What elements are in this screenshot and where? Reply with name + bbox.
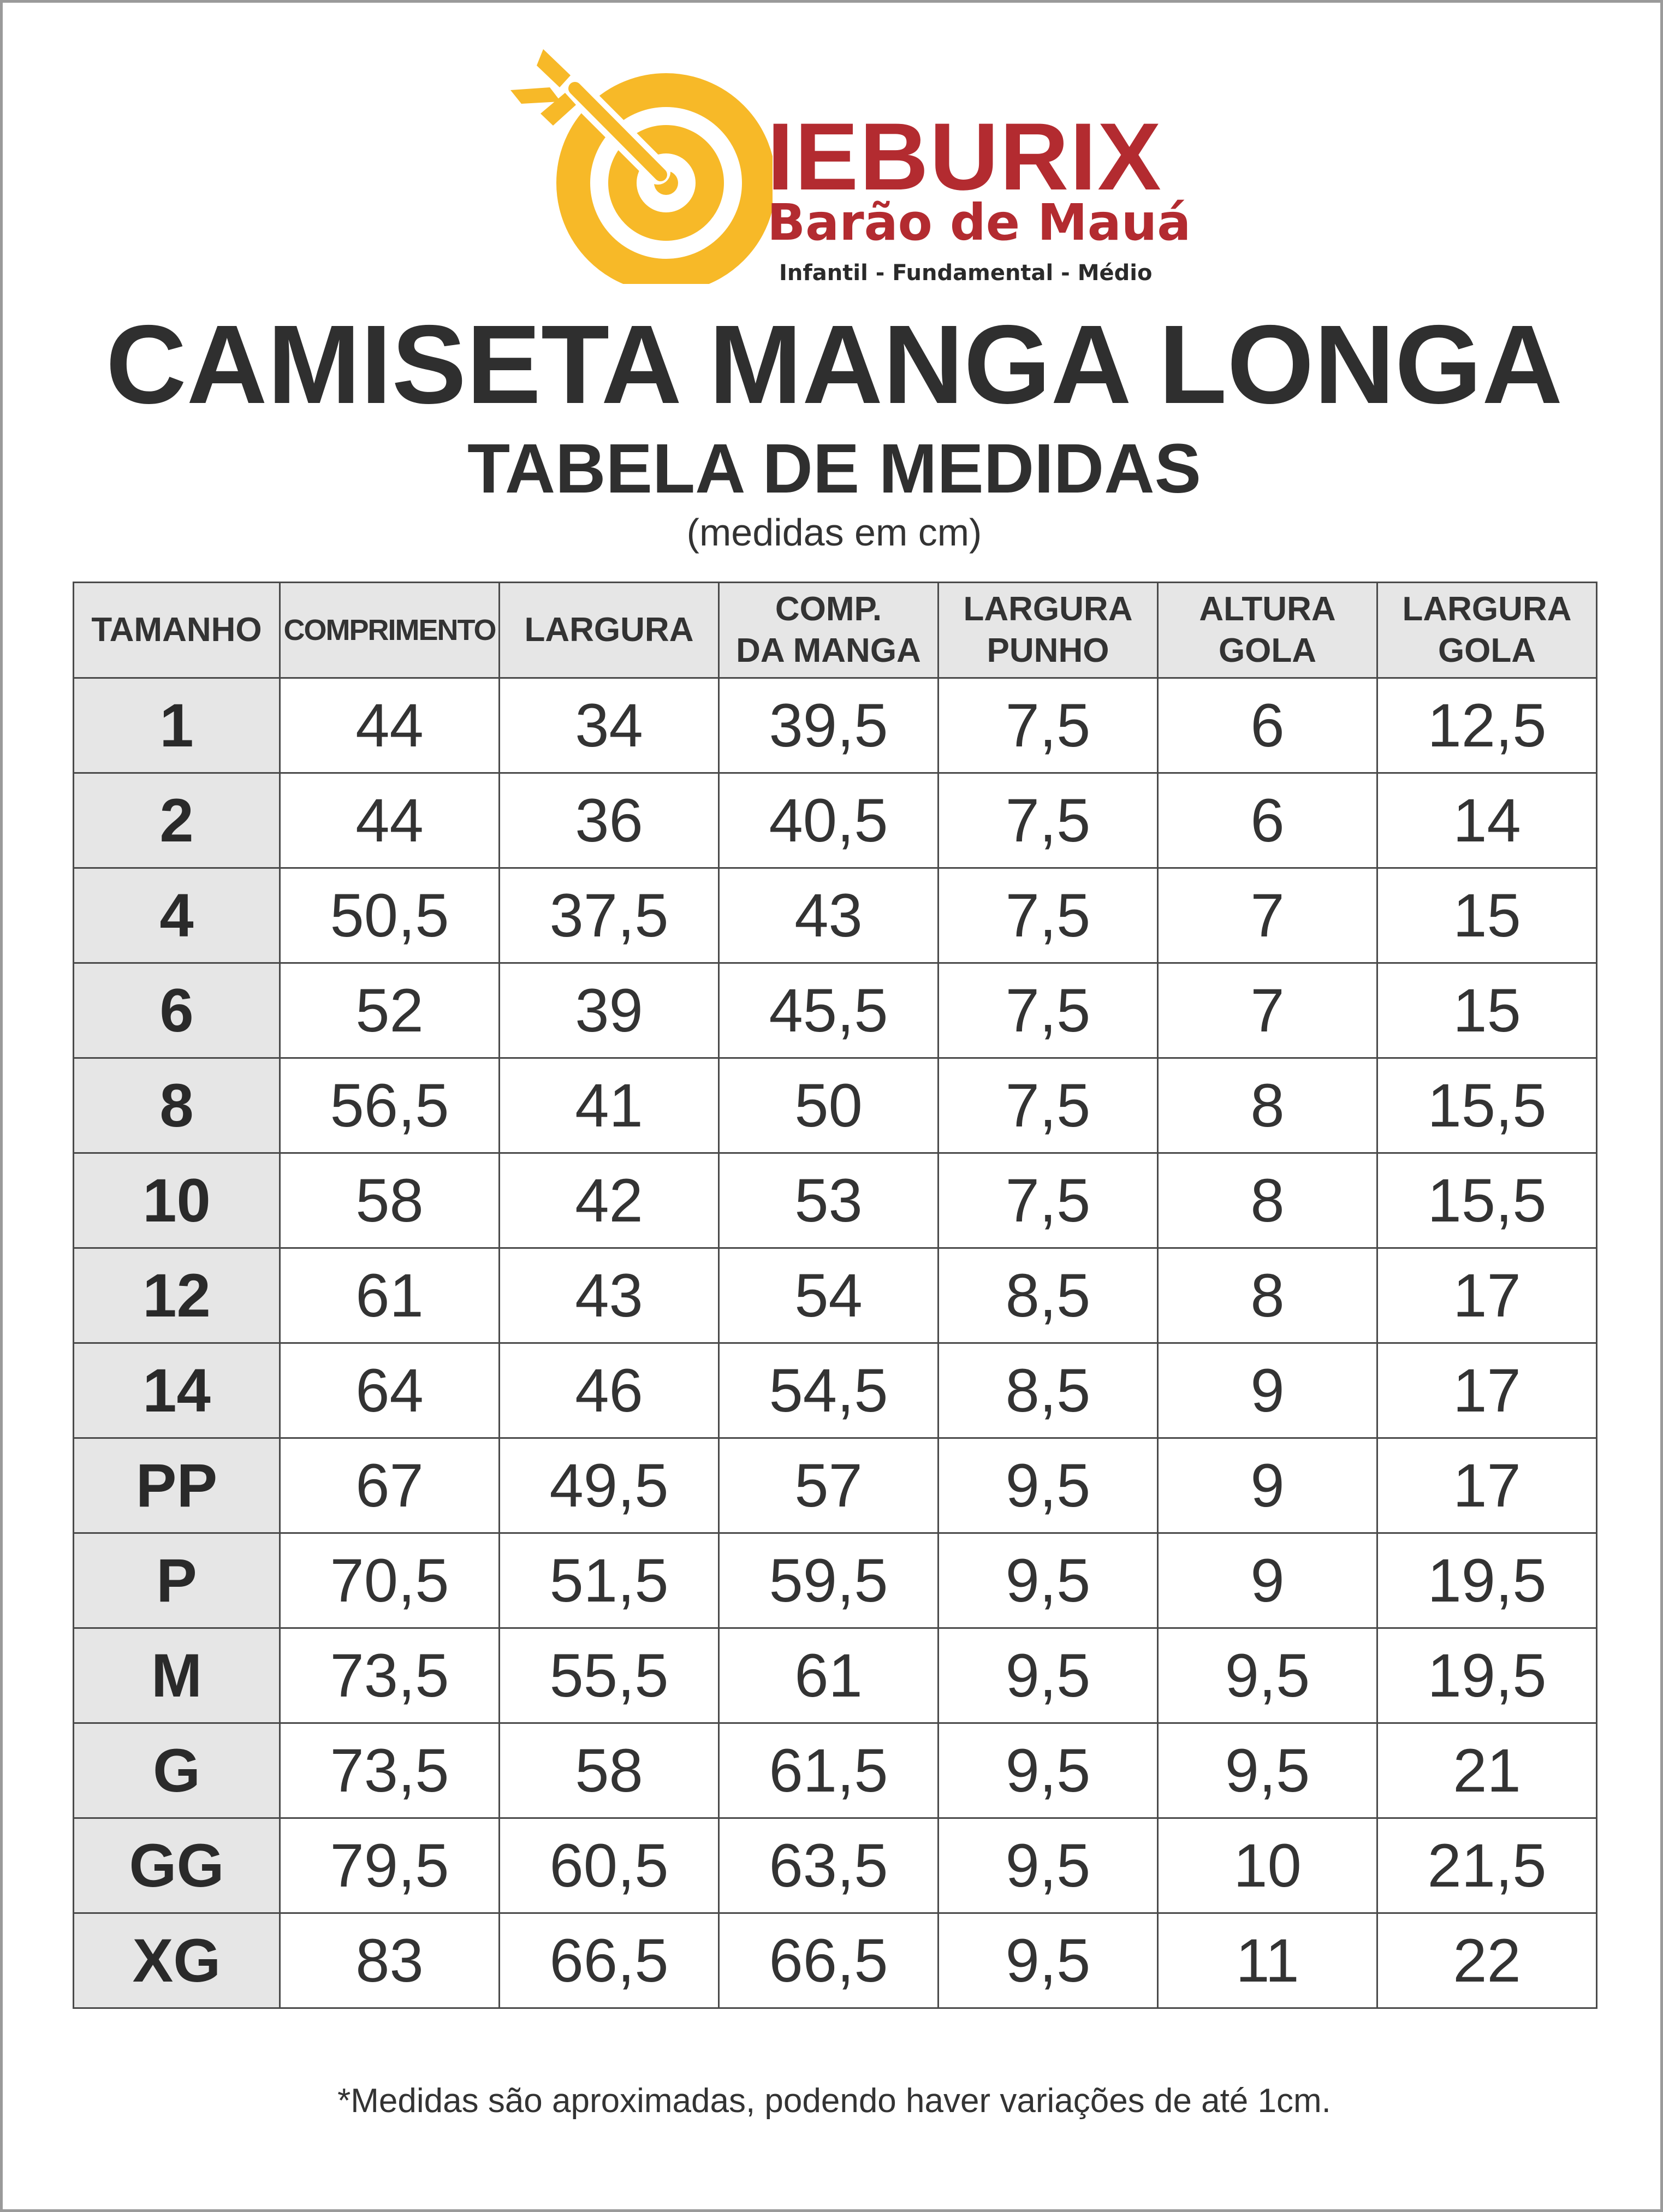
measurement-cell: 8	[1158, 1153, 1377, 1248]
table-row	[74, 773, 1597, 868]
measurement-cell: 7	[1158, 868, 1377, 963]
logo-subtitle: Barão de Mauá	[767, 193, 1191, 252]
table-row	[74, 1058, 1597, 1153]
measurement-cell: 8	[1158, 1248, 1377, 1343]
measurement-cell: 6	[1158, 773, 1377, 868]
measurement-cell: 51,5	[500, 1533, 719, 1628]
measurement-cell: 40,5	[719, 773, 939, 868]
measurement-cell: 9,5	[939, 1628, 1158, 1723]
measurement-cell: 37,5	[500, 868, 719, 963]
table-row	[74, 868, 1597, 963]
size-label-cell: PP	[74, 1438, 280, 1533]
measurement-cell: 59,5	[719, 1533, 939, 1628]
measurement-cell: 9,5	[1158, 1628, 1377, 1723]
measurement-cell: 36	[500, 773, 719, 868]
measurement-cell: 83	[280, 1913, 500, 2008]
column-header: LARGURA PUNHO	[939, 583, 1158, 678]
measurement-cell: 44	[280, 773, 500, 868]
size-label-cell: XG	[74, 1913, 280, 2008]
measurement-cell: 67	[280, 1438, 500, 1533]
measurement-cell: 39	[500, 963, 719, 1058]
measurement-cell: 15,5	[1377, 1153, 1597, 1248]
measurement-cell: 9,5	[939, 1438, 1158, 1533]
column-header: TAMANHO	[74, 583, 280, 678]
measurement-cell: 66,5	[719, 1913, 939, 2008]
measurement-cell: 6	[1158, 678, 1377, 773]
footnote: *Medidas são aproximadas, podendo haver variações de até 1cm.	[337, 2082, 1331, 2120]
table-body	[74, 678, 1597, 2008]
measurement-cell: 11	[1158, 1913, 1377, 2008]
size-label-cell: GG	[74, 1818, 280, 1913]
measurement-cell: 9	[1158, 1343, 1377, 1438]
measurement-cell: 46	[500, 1343, 719, 1438]
measurement-cell: 43	[500, 1248, 719, 1343]
measurement-cell: 9,5	[1158, 1723, 1377, 1818]
size-label-cell: 6	[74, 963, 280, 1058]
measurement-cell: 53	[719, 1153, 939, 1248]
table-row	[74, 678, 1597, 773]
measurement-cell: 17	[1377, 1343, 1597, 1438]
measurement-cell: 8,5	[939, 1343, 1158, 1438]
measurement-cell: 19,5	[1377, 1628, 1597, 1723]
column-header: COMPRIMENTO	[280, 583, 500, 678]
measurement-cell: 9,5	[939, 1533, 1158, 1628]
school-logo	[510, 49, 1191, 286]
measurement-cell: 43	[719, 868, 939, 963]
measurement-cell: 9	[1158, 1438, 1377, 1533]
measurement-cell: 8,5	[939, 1248, 1158, 1343]
measurement-cell: 19,5	[1377, 1533, 1597, 1628]
measurement-cell: 73,5	[280, 1628, 500, 1723]
size-label-cell: P	[74, 1533, 280, 1628]
measurement-cell: 45,5	[719, 963, 939, 1058]
measurement-cell: 50,5	[280, 868, 500, 963]
table-row	[74, 1438, 1597, 1533]
measurement-cell: 15,5	[1377, 1058, 1597, 1153]
measurement-cell: 22	[1377, 1913, 1597, 2008]
table-row	[74, 1343, 1597, 1438]
measurement-cell: 54,5	[719, 1343, 939, 1438]
measurement-cell: 9	[1158, 1533, 1377, 1628]
measurement-cell: 9,5	[939, 1818, 1158, 1913]
measurement-cell: 79,5	[280, 1818, 500, 1913]
size-table	[73, 582, 1597, 2009]
page-title: CAMISETA MANGA LONGA	[105, 302, 1563, 427]
target-arrow-logo-icon	[510, 49, 773, 284]
measurement-cell: 7	[1158, 963, 1377, 1058]
logo-name: IEBURIX	[767, 104, 1162, 210]
measurement-cell: 15	[1377, 963, 1597, 1058]
table-row	[74, 1818, 1597, 1913]
measurement-cell: 9,5	[939, 1913, 1158, 2008]
measurement-cell: 58	[280, 1153, 500, 1248]
measurement-cell: 61	[719, 1628, 939, 1723]
table-row	[74, 1723, 1597, 1818]
measurement-cell: 61	[280, 1248, 500, 1343]
size-label-cell: G	[74, 1723, 280, 1818]
measurement-cell: 60,5	[500, 1818, 719, 1913]
measurement-cell: 10	[1158, 1818, 1377, 1913]
measurement-cell: 14	[1377, 773, 1597, 868]
measurement-cell: 54	[719, 1248, 939, 1343]
measurement-cell: 66,5	[500, 1913, 719, 2008]
measurement-cell: 12,5	[1377, 678, 1597, 773]
measurement-cell: 41	[500, 1058, 719, 1153]
logo-levels: Infantil - Fundamental - Médio	[779, 260, 1153, 286]
size-label-cell: 4	[74, 868, 280, 963]
table-row	[74, 1153, 1597, 1248]
table-header-row	[74, 583, 1597, 678]
measurement-cell: 7,5	[939, 868, 1158, 963]
measurement-cell: 58	[500, 1723, 719, 1818]
table-row	[74, 963, 1597, 1058]
measurement-cell: 52	[280, 963, 500, 1058]
measurement-cell: 21,5	[1377, 1818, 1597, 1913]
size-label-cell: 8	[74, 1058, 280, 1153]
measurement-cell: 7,5	[939, 963, 1158, 1058]
measurement-cell: 63,5	[719, 1818, 939, 1913]
measurement-cell: 9,5	[939, 1723, 1158, 1818]
measurement-cell: 21	[1377, 1723, 1597, 1818]
measurement-cell: 55,5	[500, 1628, 719, 1723]
table-row	[74, 1628, 1597, 1723]
measurement-cell: 49,5	[500, 1438, 719, 1533]
measurement-cell: 64	[280, 1343, 500, 1438]
measurement-cell: 17	[1377, 1248, 1597, 1343]
measurement-cell: 44	[280, 678, 500, 773]
measurement-cell: 57	[719, 1438, 939, 1533]
measurement-cell: 17	[1377, 1438, 1597, 1533]
column-header: ALTURA GOLA	[1158, 583, 1377, 678]
column-header: LARGURA	[500, 583, 719, 678]
measurement-cell: 7,5	[939, 678, 1158, 773]
size-label-cell: 1	[74, 678, 280, 773]
measurement-cell: 50	[719, 1058, 939, 1153]
measurement-cell: 7,5	[939, 1153, 1158, 1248]
measurement-cell: 7,5	[939, 1058, 1158, 1153]
page-subtitle: TABELA DE MEDIDAS	[467, 430, 1201, 508]
size-label-cell: 14	[74, 1343, 280, 1438]
measurement-cell: 8	[1158, 1058, 1377, 1153]
measurement-cell: 39,5	[719, 678, 939, 773]
measurement-cell: 15	[1377, 868, 1597, 963]
size-label-cell: M	[74, 1628, 280, 1723]
measurement-cell: 61,5	[719, 1723, 939, 1818]
column-header: LARGURA GOLA	[1377, 583, 1597, 678]
units-note: (medidas em cm)	[686, 511, 982, 554]
measurement-cell: 56,5	[280, 1058, 500, 1153]
table-row	[74, 1248, 1597, 1343]
measurement-cell: 42	[500, 1153, 719, 1248]
measurement-cell: 73,5	[280, 1723, 500, 1818]
table-row	[74, 1533, 1597, 1628]
size-label-cell: 10	[74, 1153, 280, 1248]
table-row	[74, 1913, 1597, 2008]
size-label-cell: 12	[74, 1248, 280, 1343]
measurement-cell: 7,5	[939, 773, 1158, 868]
measurement-cell: 34	[500, 678, 719, 773]
measurement-cell: 70,5	[280, 1533, 500, 1628]
size-label-cell: 2	[74, 773, 280, 868]
column-header: COMP. DA MANGA	[719, 583, 939, 678]
